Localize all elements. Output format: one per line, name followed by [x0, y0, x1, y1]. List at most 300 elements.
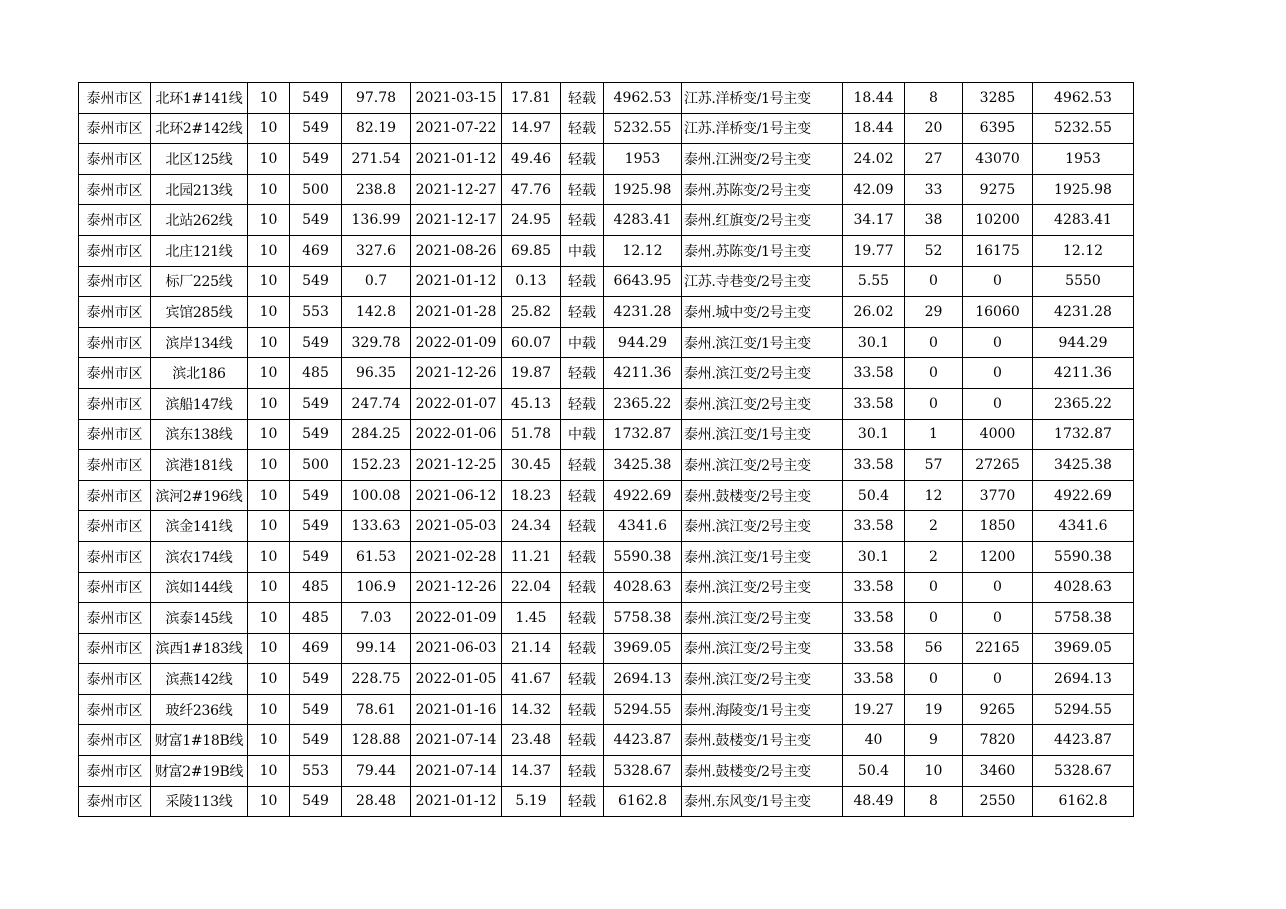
transformer-load-cell: 19.27 [843, 694, 905, 725]
current-cell: 96.35 [342, 358, 411, 389]
date-cell: 2021-07-22 [411, 113, 502, 144]
current-cell: 99.14 [342, 633, 411, 664]
count-cell: 29 [905, 297, 963, 328]
load-rate-cell: 24.34 [502, 511, 561, 542]
available-capacity-cell: 4211.36 [1033, 358, 1134, 389]
user-capacity-cell: 16060 [963, 297, 1033, 328]
load-status-cell: 轻载 [561, 786, 604, 817]
available-capacity-cell: 4962.53 [1033, 83, 1134, 114]
load-status-cell: 轻载 [561, 694, 604, 725]
rated-current-cell: 469 [290, 235, 342, 266]
available-capacity-cell: 1732.87 [1033, 419, 1134, 450]
voltage-cell: 10 [248, 266, 290, 297]
load-rate-cell: 17.81 [502, 83, 561, 114]
available-capacity-cell: 2694.13 [1033, 664, 1134, 695]
capacity-cell: 1732.87 [604, 419, 682, 450]
capacity-cell: 4423.87 [604, 725, 682, 756]
transformer-cell: 泰州.滨江变/2号主变 [682, 664, 843, 695]
rated-current-cell: 549 [290, 266, 342, 297]
load-rate-cell: 22.04 [502, 572, 561, 603]
load-rate-cell: 51.78 [502, 419, 561, 450]
table-row [79, 572, 1134, 603]
capacity-cell: 1953 [604, 144, 682, 175]
table-body [79, 83, 1134, 817]
area-cell: 泰州市区 [79, 603, 151, 634]
current-cell: 0.7 [342, 266, 411, 297]
transformer-cell: 泰州.滨江变/2号主变 [682, 511, 843, 542]
capacity-cell: 944.29 [604, 327, 682, 358]
load-status-cell: 轻载 [561, 450, 604, 481]
transformer-cell: 泰州.苏陈变/1号主变 [682, 235, 843, 266]
current-cell: 128.88 [342, 725, 411, 756]
count-cell: 0 [905, 327, 963, 358]
load-rate-cell: 14.37 [502, 756, 561, 787]
rated-current-cell: 549 [290, 419, 342, 450]
rated-current-cell: 549 [290, 694, 342, 725]
count-cell: 0 [905, 572, 963, 603]
rated-current-cell: 549 [290, 786, 342, 817]
transformer-load-cell: 26.02 [843, 297, 905, 328]
transformer-load-cell: 50.4 [843, 756, 905, 787]
load-status-cell: 轻载 [561, 541, 604, 572]
date-cell: 2022-01-09 [411, 603, 502, 634]
transformer-load-cell: 33.58 [843, 511, 905, 542]
load-rate-cell: 69.85 [502, 235, 561, 266]
date-cell: 2021-06-12 [411, 480, 502, 511]
current-cell: 271.54 [342, 144, 411, 175]
count-cell: 9 [905, 725, 963, 756]
user-capacity-cell: 0 [963, 664, 1033, 695]
capacity-cell: 4211.36 [604, 358, 682, 389]
date-cell: 2021-06-03 [411, 633, 502, 664]
line-name-cell: 北庄121线 [151, 235, 248, 266]
user-capacity-cell: 43070 [963, 144, 1033, 175]
transformer-load-cell: 33.58 [843, 664, 905, 695]
transformer-load-cell: 18.44 [843, 113, 905, 144]
area-cell: 泰州市区 [79, 450, 151, 481]
available-capacity-cell: 1925.98 [1033, 174, 1134, 205]
user-capacity-cell: 9275 [963, 174, 1033, 205]
date-cell: 2021-01-12 [411, 144, 502, 175]
rated-current-cell: 553 [290, 297, 342, 328]
line-name-cell: 滨燕142线 [151, 664, 248, 695]
load-rate-cell: 0.13 [502, 266, 561, 297]
current-cell: 78.61 [342, 694, 411, 725]
current-cell: 152.23 [342, 450, 411, 481]
table-row [79, 633, 1134, 664]
load-rate-cell: 5.19 [502, 786, 561, 817]
capacity-cell: 4962.53 [604, 83, 682, 114]
load-status-cell: 轻载 [561, 205, 604, 236]
date-cell: 2021-07-14 [411, 756, 502, 787]
transformer-cell: 江苏.洋桥变/1号主变 [682, 83, 843, 114]
area-cell: 泰州市区 [79, 572, 151, 603]
current-cell: 284.25 [342, 419, 411, 450]
count-cell: 0 [905, 388, 963, 419]
rated-current-cell: 549 [290, 480, 342, 511]
table-row [79, 694, 1134, 725]
table-row [79, 664, 1134, 695]
line-name-cell: 滨农174线 [151, 541, 248, 572]
load-rate-cell: 30.45 [502, 450, 561, 481]
available-capacity-cell: 4341.6 [1033, 511, 1134, 542]
transformer-load-cell: 40 [843, 725, 905, 756]
available-capacity-cell: 4283.41 [1033, 205, 1134, 236]
date-cell: 2021-01-28 [411, 297, 502, 328]
transformer-load-cell: 18.44 [843, 83, 905, 114]
table-row [79, 786, 1134, 817]
load-status-cell: 轻载 [561, 266, 604, 297]
area-cell: 泰州市区 [79, 297, 151, 328]
available-capacity-cell: 944.29 [1033, 327, 1134, 358]
user-capacity-cell: 2550 [963, 786, 1033, 817]
date-cell: 2022-01-09 [411, 327, 502, 358]
area-cell: 泰州市区 [79, 174, 151, 205]
rated-current-cell: 549 [290, 511, 342, 542]
capacity-cell: 6643.95 [604, 266, 682, 297]
transformer-cell: 泰州.滨江变/2号主变 [682, 633, 843, 664]
line-name-cell: 财富2#19B线 [151, 756, 248, 787]
voltage-cell: 10 [248, 786, 290, 817]
rated-current-cell: 469 [290, 633, 342, 664]
table-row [79, 603, 1134, 634]
available-capacity-cell: 3425.38 [1033, 450, 1134, 481]
date-cell: 2021-12-26 [411, 358, 502, 389]
voltage-cell: 10 [248, 480, 290, 511]
load-rate-cell: 14.97 [502, 113, 561, 144]
voltage-cell: 10 [248, 297, 290, 328]
voltage-cell: 10 [248, 83, 290, 114]
capacity-cell: 2365.22 [604, 388, 682, 419]
available-capacity-cell: 3969.05 [1033, 633, 1134, 664]
transformer-load-cell: 30.1 [843, 419, 905, 450]
line-name-cell: 北区125线 [151, 144, 248, 175]
area-cell: 泰州市区 [79, 388, 151, 419]
table-row [79, 144, 1134, 175]
line-name-cell: 宾馆285线 [151, 297, 248, 328]
transformer-load-cell: 30.1 [843, 327, 905, 358]
user-capacity-cell: 3770 [963, 480, 1033, 511]
user-capacity-cell: 0 [963, 358, 1033, 389]
transformer-cell: 泰州.东风变/1号主变 [682, 786, 843, 817]
capacity-cell: 5232.55 [604, 113, 682, 144]
rated-current-cell: 549 [290, 541, 342, 572]
count-cell: 0 [905, 603, 963, 634]
line-name-cell: 滨如144线 [151, 572, 248, 603]
user-capacity-cell: 1200 [963, 541, 1033, 572]
current-cell: 82.19 [342, 113, 411, 144]
rated-current-cell: 549 [290, 327, 342, 358]
transformer-load-cell: 50.4 [843, 480, 905, 511]
area-cell: 泰州市区 [79, 480, 151, 511]
load-status-cell: 轻载 [561, 725, 604, 756]
current-cell: 327.6 [342, 235, 411, 266]
rated-current-cell: 553 [290, 756, 342, 787]
transformer-cell: 泰州.鼓楼变/1号主变 [682, 725, 843, 756]
table-row [79, 83, 1134, 114]
rated-current-cell: 549 [290, 113, 342, 144]
line-name-cell: 北站262线 [151, 205, 248, 236]
table-row [79, 113, 1134, 144]
capacity-cell: 4028.63 [604, 572, 682, 603]
date-cell: 2021-08-26 [411, 235, 502, 266]
area-cell: 泰州市区 [79, 511, 151, 542]
load-rate-cell: 19.87 [502, 358, 561, 389]
available-capacity-cell: 5328.67 [1033, 756, 1134, 787]
load-status-cell: 轻载 [561, 297, 604, 328]
count-cell: 0 [905, 358, 963, 389]
rated-current-cell: 485 [290, 358, 342, 389]
voltage-cell: 10 [248, 603, 290, 634]
load-status-cell: 轻载 [561, 664, 604, 695]
rated-current-cell: 500 [290, 450, 342, 481]
line-name-cell: 滨船147线 [151, 388, 248, 419]
count-cell: 10 [905, 756, 963, 787]
transformer-load-cell: 33.58 [843, 388, 905, 419]
load-status-cell: 轻载 [561, 603, 604, 634]
load-rate-cell: 24.95 [502, 205, 561, 236]
transformer-cell: 泰州.滨江变/1号主变 [682, 419, 843, 450]
available-capacity-cell: 5232.55 [1033, 113, 1134, 144]
transformer-cell: 泰州.鼓楼变/2号主变 [682, 480, 843, 511]
count-cell: 52 [905, 235, 963, 266]
voltage-cell: 10 [248, 572, 290, 603]
load-rate-cell: 21.14 [502, 633, 561, 664]
date-cell: 2021-12-17 [411, 205, 502, 236]
transformer-load-cell: 19.77 [843, 235, 905, 266]
current-cell: 100.08 [342, 480, 411, 511]
user-capacity-cell: 7820 [963, 725, 1033, 756]
date-cell: 2021-01-12 [411, 786, 502, 817]
voltage-cell: 10 [248, 113, 290, 144]
current-cell: 142.8 [342, 297, 411, 328]
available-capacity-cell: 6162.8 [1033, 786, 1134, 817]
voltage-cell: 10 [248, 174, 290, 205]
capacity-cell: 1925.98 [604, 174, 682, 205]
load-rate-cell: 47.76 [502, 174, 561, 205]
line-name-cell: 滨港181线 [151, 450, 248, 481]
load-rate-cell: 60.07 [502, 327, 561, 358]
voltage-cell: 10 [248, 511, 290, 542]
line-name-cell: 北环2#142线 [151, 113, 248, 144]
table-row [79, 235, 1134, 266]
date-cell: 2021-12-27 [411, 174, 502, 205]
date-cell: 2021-07-14 [411, 725, 502, 756]
rated-current-cell: 549 [290, 205, 342, 236]
line-name-cell: 滨金141线 [151, 511, 248, 542]
user-capacity-cell: 3285 [963, 83, 1033, 114]
capacity-cell: 12.12 [604, 235, 682, 266]
count-cell: 27 [905, 144, 963, 175]
capacity-cell: 5590.38 [604, 541, 682, 572]
area-cell: 泰州市区 [79, 235, 151, 266]
transformer-cell: 泰州.滨江变/1号主变 [682, 541, 843, 572]
table-row [79, 327, 1134, 358]
transformer-cell: 泰州.滨江变/1号主变 [682, 327, 843, 358]
user-capacity-cell: 16175 [963, 235, 1033, 266]
voltage-cell: 10 [248, 450, 290, 481]
current-cell: 238.8 [342, 174, 411, 205]
available-capacity-cell: 5294.55 [1033, 694, 1134, 725]
table-row [79, 511, 1134, 542]
date-cell: 2021-12-26 [411, 572, 502, 603]
table-row [79, 419, 1134, 450]
transformer-cell: 泰州.滨江变/2号主变 [682, 388, 843, 419]
available-capacity-cell: 1953 [1033, 144, 1134, 175]
transformer-cell: 泰州.滨江变/2号主变 [682, 358, 843, 389]
date-cell: 2021-02-28 [411, 541, 502, 572]
rated-current-cell: 549 [290, 664, 342, 695]
area-cell: 泰州市区 [79, 327, 151, 358]
capacity-cell: 4341.6 [604, 511, 682, 542]
table-row [79, 266, 1134, 297]
current-cell: 79.44 [342, 756, 411, 787]
transformer-load-cell: 33.58 [843, 572, 905, 603]
count-cell: 56 [905, 633, 963, 664]
transformer-cell: 泰州.滨江变/2号主变 [682, 572, 843, 603]
user-capacity-cell: 1850 [963, 511, 1033, 542]
current-cell: 7.03 [342, 603, 411, 634]
current-cell: 133.63 [342, 511, 411, 542]
line-name-cell: 滨泰145线 [151, 603, 248, 634]
user-capacity-cell: 27265 [963, 450, 1033, 481]
user-capacity-cell: 0 [963, 572, 1033, 603]
area-cell: 泰州市区 [79, 144, 151, 175]
load-status-cell: 轻载 [561, 83, 604, 114]
rated-current-cell: 485 [290, 572, 342, 603]
area-cell: 泰州市区 [79, 266, 151, 297]
transformer-cell: 泰州.鼓楼变/2号主变 [682, 756, 843, 787]
voltage-cell: 10 [248, 541, 290, 572]
count-cell: 12 [905, 480, 963, 511]
area-cell: 泰州市区 [79, 419, 151, 450]
area-cell: 泰州市区 [79, 756, 151, 787]
available-capacity-cell: 5590.38 [1033, 541, 1134, 572]
load-rate-cell: 11.21 [502, 541, 561, 572]
table-row [79, 297, 1134, 328]
voltage-cell: 10 [248, 664, 290, 695]
transformer-load-cell: 24.02 [843, 144, 905, 175]
current-cell: 97.78 [342, 83, 411, 114]
line-name-cell: 北环1#141线 [151, 83, 248, 114]
rated-current-cell: 549 [290, 144, 342, 175]
table-row [79, 541, 1134, 572]
count-cell: 8 [905, 83, 963, 114]
date-cell: 2021-01-12 [411, 266, 502, 297]
line-name-cell: 玻纤236线 [151, 694, 248, 725]
transformer-cell: 泰州.滨江变/2号主变 [682, 603, 843, 634]
current-cell: 28.48 [342, 786, 411, 817]
current-cell: 329.78 [342, 327, 411, 358]
area-cell: 泰州市区 [79, 786, 151, 817]
date-cell: 2021-05-03 [411, 511, 502, 542]
count-cell: 8 [905, 786, 963, 817]
transformer-load-cell: 33.58 [843, 450, 905, 481]
area-cell: 泰州市区 [79, 83, 151, 114]
load-status-cell: 轻载 [561, 113, 604, 144]
load-status-cell: 轻载 [561, 480, 604, 511]
capacity-cell: 2694.13 [604, 664, 682, 695]
user-capacity-cell: 4000 [963, 419, 1033, 450]
transformer-load-cell: 42.09 [843, 174, 905, 205]
current-cell: 136.99 [342, 205, 411, 236]
transformer-load-cell: 30.1 [843, 541, 905, 572]
load-status-cell: 轻载 [561, 144, 604, 175]
available-capacity-cell: 4922.69 [1033, 480, 1134, 511]
area-cell: 泰州市区 [79, 541, 151, 572]
rated-current-cell: 549 [290, 83, 342, 114]
user-capacity-cell: 10200 [963, 205, 1033, 236]
count-cell: 19 [905, 694, 963, 725]
data-table [78, 82, 1134, 817]
voltage-cell: 10 [248, 633, 290, 664]
voltage-cell: 10 [248, 694, 290, 725]
load-rate-cell: 18.23 [502, 480, 561, 511]
load-status-cell: 轻载 [561, 572, 604, 603]
user-capacity-cell: 0 [963, 603, 1033, 634]
area-cell: 泰州市区 [79, 694, 151, 725]
capacity-cell: 6162.8 [604, 786, 682, 817]
user-capacity-cell: 9265 [963, 694, 1033, 725]
available-capacity-cell: 5550 [1033, 266, 1134, 297]
voltage-cell: 10 [248, 144, 290, 175]
capacity-cell: 4283.41 [604, 205, 682, 236]
area-cell: 泰州市区 [79, 113, 151, 144]
user-capacity-cell: 3460 [963, 756, 1033, 787]
load-status-cell: 轻载 [561, 174, 604, 205]
area-cell: 泰州市区 [79, 358, 151, 389]
transformer-load-cell: 33.58 [843, 633, 905, 664]
transformer-load-cell: 48.49 [843, 786, 905, 817]
transformer-cell: 江苏.寺巷变/2号主变 [682, 266, 843, 297]
count-cell: 20 [905, 113, 963, 144]
table-row [79, 480, 1134, 511]
current-cell: 228.75 [342, 664, 411, 695]
rated-current-cell: 500 [290, 174, 342, 205]
transformer-load-cell: 33.58 [843, 603, 905, 634]
area-cell: 泰州市区 [79, 725, 151, 756]
voltage-cell: 10 [248, 419, 290, 450]
load-rate-cell: 49.46 [502, 144, 561, 175]
capacity-cell: 4922.69 [604, 480, 682, 511]
available-capacity-cell: 4423.87 [1033, 725, 1134, 756]
load-status-cell: 中载 [561, 327, 604, 358]
count-cell: 2 [905, 541, 963, 572]
load-rate-cell: 23.48 [502, 725, 561, 756]
transformer-load-cell: 5.55 [843, 266, 905, 297]
table-row [79, 725, 1134, 756]
current-cell: 61.53 [342, 541, 411, 572]
count-cell: 0 [905, 266, 963, 297]
transformer-cell: 泰州.城中变/2号主变 [682, 297, 843, 328]
voltage-cell: 10 [248, 327, 290, 358]
area-cell: 泰州市区 [79, 664, 151, 695]
load-rate-cell: 14.32 [502, 694, 561, 725]
transformer-cell: 泰州.红旗变/2号主变 [682, 205, 843, 236]
capacity-cell: 3425.38 [604, 450, 682, 481]
voltage-cell: 10 [248, 756, 290, 787]
load-status-cell: 轻载 [561, 633, 604, 664]
transformer-load-cell: 33.58 [843, 358, 905, 389]
transformer-cell: 江苏.洋桥变/1号主变 [682, 113, 843, 144]
transformer-cell: 泰州.苏陈变/2号主变 [682, 174, 843, 205]
table-row [79, 358, 1134, 389]
count-cell: 1 [905, 419, 963, 450]
line-name-cell: 采陵113线 [151, 786, 248, 817]
user-capacity-cell: 6395 [963, 113, 1033, 144]
line-name-cell: 滨西1#183线 [151, 633, 248, 664]
line-name-cell: 北园213线 [151, 174, 248, 205]
